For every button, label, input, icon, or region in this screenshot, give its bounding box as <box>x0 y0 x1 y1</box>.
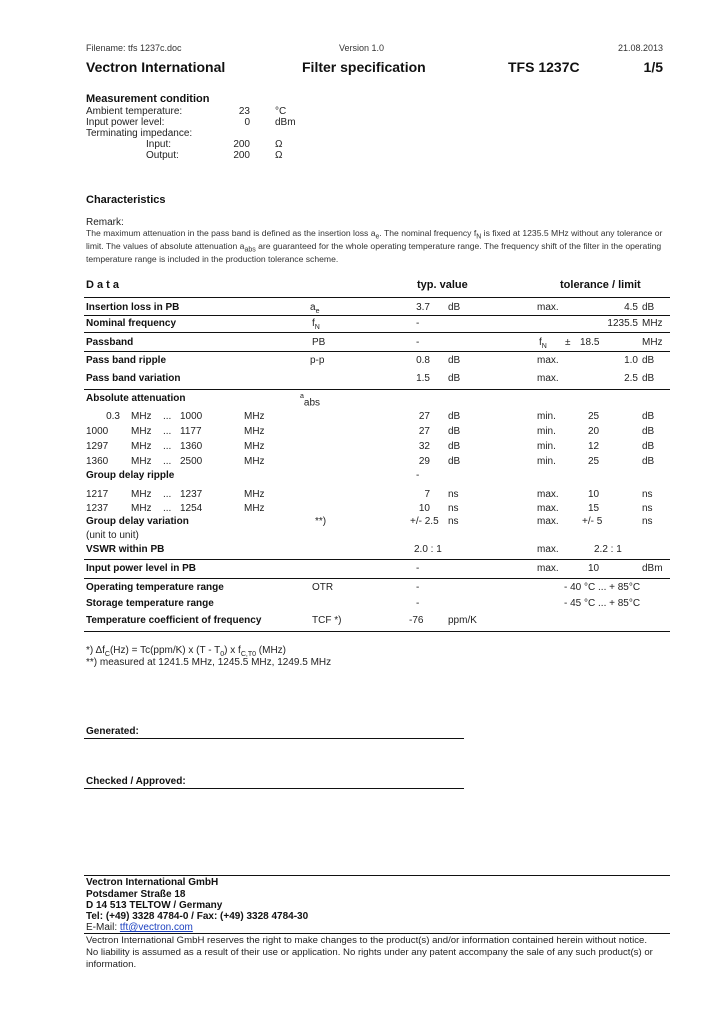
typ-value: - <box>416 598 420 609</box>
limit-value: 25 <box>588 456 600 467</box>
footer-company: Vectron International GmbH <box>86 877 219 888</box>
footnote-2: **) measured at 1241.5 MHz, 1245.5 MHz, 1249.5 MHz <box>86 657 332 668</box>
remark-line-3: temperature range is included in the production tolerance scheme. <box>86 254 339 264</box>
unit: MHz <box>244 456 265 467</box>
limit-type: min. <box>537 411 556 422</box>
typ-unit: dB <box>448 441 461 452</box>
unit: MHz <box>131 411 152 422</box>
data-column-header: D a t a <box>86 279 120 291</box>
unit: MHz <box>244 441 265 452</box>
limit-value: 1235.5 <box>607 318 638 329</box>
footer-divider <box>84 875 670 876</box>
plus-minus: ± <box>565 337 571 348</box>
limit-value: 15 <box>588 503 600 514</box>
limit-type: max. <box>537 503 559 514</box>
table-divider <box>84 297 670 298</box>
footer-divider <box>84 933 670 934</box>
tolerance-column-header: tolerance / limit <box>560 279 641 291</box>
limit-unit: dB <box>642 441 655 452</box>
footnote-1: *) $\Delta f_C(Hz) = Tc(ppm/K)$ x $(T - T_0)$ x $f_{C,T0}$ (MHz) <box>86 645 287 658</box>
row-label: Passband <box>86 337 134 348</box>
limit-value: 4.5 <box>624 302 638 313</box>
limit-value: 12 <box>588 441 600 452</box>
limit-value: 10 <box>588 563 600 574</box>
unit: MHz <box>131 426 152 437</box>
ellipsis: ... <box>163 456 172 467</box>
row-symbol: $a_e$ <box>310 302 320 315</box>
unit: MHz <box>131 441 152 452</box>
limit-type: max. <box>537 563 559 574</box>
typ-value: 27 <box>418 426 430 437</box>
group-delay-ripple-label: Group delay ripple <box>86 470 175 481</box>
footer-phone: Tel: (+49) 3328 4784-0 / Fax: (+49) 3328 4784-30 <box>86 911 309 922</box>
typ-value: 32 <box>418 441 430 452</box>
limit-value: 18.5 <box>580 337 600 348</box>
unit: MHz <box>131 489 152 500</box>
typ-unit: ns <box>448 516 459 527</box>
row-symbol: PB <box>312 337 326 348</box>
disclaimer-line-2: No liability is assumed as a result of their use or application. No rights under any patent accompany the sale of any such product(s) or <box>86 947 653 958</box>
freq-to: 1254 <box>180 503 203 514</box>
limit-unit: ns <box>642 516 653 527</box>
disclaimer-line-3: information. <box>86 959 137 970</box>
typ-value: -76 <box>409 615 424 626</box>
remark-line-1: The maximum attenuation in the pass band is defined as the insertion loss $a_e$. The nominal frequency $f_N$ is fixed at 1235.5 MHz without any tolerance or <box>86 228 663 241</box>
freq-to: 1000 <box>180 411 203 422</box>
typ-value: 7 <box>424 489 430 500</box>
version: Version 1.0 <box>339 43 385 53</box>
limit-value: 25 <box>588 411 600 422</box>
row-label: Group delay variation <box>86 516 189 527</box>
row-symbol: $f_N$ <box>312 318 320 331</box>
table-divider <box>84 351 670 352</box>
limit-range: - 45 °C ... + 85°C <box>564 598 641 609</box>
part-number: TFS 1237C <box>508 59 580 75</box>
freq-to: 1360 <box>180 441 203 452</box>
limit-value: 1.0 <box>624 355 638 366</box>
remark-line-2: limit. The values of absolute attenuation $a_{abs}$ are guaranteed for the whole operating temperature range. The frequency shift of the filter in the operating <box>86 241 662 254</box>
group-delay-ripple-typ: - <box>416 470 420 481</box>
filename: Filename: tfs 1237c.doc <box>86 43 182 53</box>
typ-value: 10 <box>418 503 430 514</box>
measurement-label: Ambient temperature: <box>86 106 183 117</box>
measurement-unit: Ω <box>275 139 283 150</box>
freq-to: 2500 <box>180 456 203 467</box>
table-divider <box>84 389 670 390</box>
checked-approved-label: Checked / Approved: <box>86 776 186 787</box>
limit-unit: dBm <box>642 563 663 574</box>
table-divider <box>84 631 670 632</box>
measurement-value: 200 <box>233 139 250 150</box>
limit-unit: dB <box>642 411 655 422</box>
limit-prefix: $f_N$ <box>539 337 547 350</box>
doc-type: Filter specification <box>302 59 426 75</box>
freq-from: 1237 <box>86 503 109 514</box>
unit: MHz <box>244 411 265 422</box>
characteristics-title: Characteristics <box>86 194 166 206</box>
footer-city: D 14 513 TELTOW / Germany <box>86 900 223 911</box>
table-divider <box>84 578 670 579</box>
ellipsis: ... <box>163 411 172 422</box>
typ-value: - <box>416 318 420 329</box>
limit-value: +/- 5 <box>582 516 603 527</box>
limit-unit: ns <box>642 503 653 514</box>
row-label: Operating temperature range <box>86 582 224 593</box>
typ-value: 27 <box>418 411 430 422</box>
email-label: E-Mail: <box>86 922 120 933</box>
row-label: Temperature coefficient of frequency <box>86 615 262 626</box>
limit-range: - 40 °C ... + 85°C <box>564 582 641 593</box>
measurement-label: Terminating impedance: <box>86 128 193 139</box>
typ-unit: dB <box>448 302 461 313</box>
remark-label: Remark: <box>86 217 124 228</box>
footer-street: Potsdamer Straße 18 <box>86 889 186 900</box>
limit-unit: MHz <box>642 337 663 348</box>
freq-from: 1297 <box>86 441 109 452</box>
typ-value: - <box>416 582 420 593</box>
row-label: VSWR within PB <box>86 544 165 555</box>
ellipsis: ... <box>163 503 172 514</box>
freq-from: 1360 <box>86 456 109 467</box>
limit-unit: dB <box>642 373 655 384</box>
limit-unit: MHz <box>642 318 663 329</box>
measurement-unit: °C <box>275 106 287 117</box>
limit-value: 2.5 <box>624 373 638 384</box>
row-symbol: **) <box>315 516 327 527</box>
row-sublabel: (unit to unit) <box>86 530 139 541</box>
measurement-label: Input power level: <box>86 117 165 128</box>
limit-type: max. <box>537 302 559 313</box>
limit-unit: dB <box>642 456 655 467</box>
row-symbol: p-p <box>310 355 325 366</box>
limit-type: max. <box>537 489 559 500</box>
typ-value: 1.5 <box>416 373 430 384</box>
company-name: Vectron International <box>86 59 226 75</box>
limit-type: max. <box>537 373 559 384</box>
typ-unit: dB <box>448 373 461 384</box>
typ-unit: dB <box>448 426 461 437</box>
measurement-label: Output: <box>146 150 179 161</box>
unit: MHz <box>244 426 265 437</box>
ellipsis: ... <box>163 441 172 452</box>
generated-signature-line <box>84 738 464 739</box>
typ-unit: ppm/K <box>448 615 477 626</box>
footer-email-row <box>86 922 193 933</box>
page-number: 1/5 <box>643 59 663 75</box>
freq-from: 1000 <box>86 426 109 437</box>
measurement-label: Input: <box>146 139 172 150</box>
typ-value: +/- 2.5 <box>410 516 439 527</box>
row-label: Storage temperature range <box>86 598 214 609</box>
typ-unit: dB <box>448 355 461 366</box>
typ-unit: ns <box>448 503 459 514</box>
typ-value: 0.8 <box>416 355 430 366</box>
row-label: Nominal frequency <box>86 318 177 329</box>
typ-value: - <box>416 563 420 574</box>
row-symbol: TCF *) <box>312 615 342 626</box>
limit-unit: dB <box>642 426 655 437</box>
abs-attenuation-symbol: $^a_{abs}$ <box>300 393 321 409</box>
table-divider <box>84 559 670 560</box>
unit: MHz <box>244 503 265 514</box>
typ-value: 29 <box>418 456 430 467</box>
limit-unit: dB <box>642 302 655 313</box>
measurement-value: 23 <box>238 106 250 117</box>
typ-unit: ns <box>448 489 459 500</box>
typ-value-column-header: typ. value <box>417 279 468 291</box>
limit-unit: dB <box>642 355 655 366</box>
table-divider <box>84 332 670 333</box>
limit-unit: ns <box>642 489 653 500</box>
checked-signature-line <box>84 788 464 789</box>
row-label: Input power level in PB <box>86 563 197 574</box>
row-label: Pass band ripple <box>86 355 167 366</box>
row-label: Pass band variation <box>86 373 181 384</box>
unit: MHz <box>244 489 265 500</box>
limit-value: 20 <box>588 426 600 437</box>
ellipsis: ... <box>163 426 172 437</box>
table-divider <box>84 315 670 316</box>
limit-type: min. <box>537 456 556 467</box>
measurement-value: 0 <box>244 117 250 128</box>
measurement-unit: dBm <box>275 117 296 128</box>
freq-from: 1217 <box>86 489 109 500</box>
limit-type: min. <box>537 441 556 452</box>
limit-type: max. <box>537 544 559 555</box>
limit-type: max. <box>537 516 559 527</box>
disclaimer-line-1: Vectron International GmbH reserves the right to make changes to the product(s) and/or information contained herein without notice. <box>86 935 648 946</box>
unit: MHz <box>131 503 152 514</box>
typ-unit: dB <box>448 456 461 467</box>
abs-attenuation-label: Absolute attenuation <box>86 393 186 404</box>
unit: MHz <box>131 456 152 467</box>
date: 21.08.2013 <box>617 43 663 53</box>
typ-value: 2.0 : 1 <box>414 544 442 555</box>
measurement-value: 200 <box>233 150 250 161</box>
limit-value: 2.2 : 1 <box>594 544 622 555</box>
measurement-unit: Ω <box>275 150 283 161</box>
generated-label: Generated: <box>86 726 139 737</box>
freq-to: 1177 <box>180 426 202 437</box>
ellipsis: ... <box>163 489 172 500</box>
freq-from: 0.3 <box>106 411 120 422</box>
measurement-title: Measurement condition <box>86 93 210 105</box>
row-symbol: OTR <box>312 582 334 593</box>
row-label: Insertion loss in PB <box>86 302 180 313</box>
limit-type: min. <box>537 426 556 437</box>
email-link[interactable]: tft@vectron.com <box>119 922 193 933</box>
limit-value: 10 <box>588 489 600 500</box>
typ-unit: dB <box>448 411 461 422</box>
freq-to: 1237 <box>180 489 203 500</box>
limit-type: max. <box>537 355 559 366</box>
typ-value: - <box>416 337 420 348</box>
typ-value: 3.7 <box>416 302 430 313</box>
